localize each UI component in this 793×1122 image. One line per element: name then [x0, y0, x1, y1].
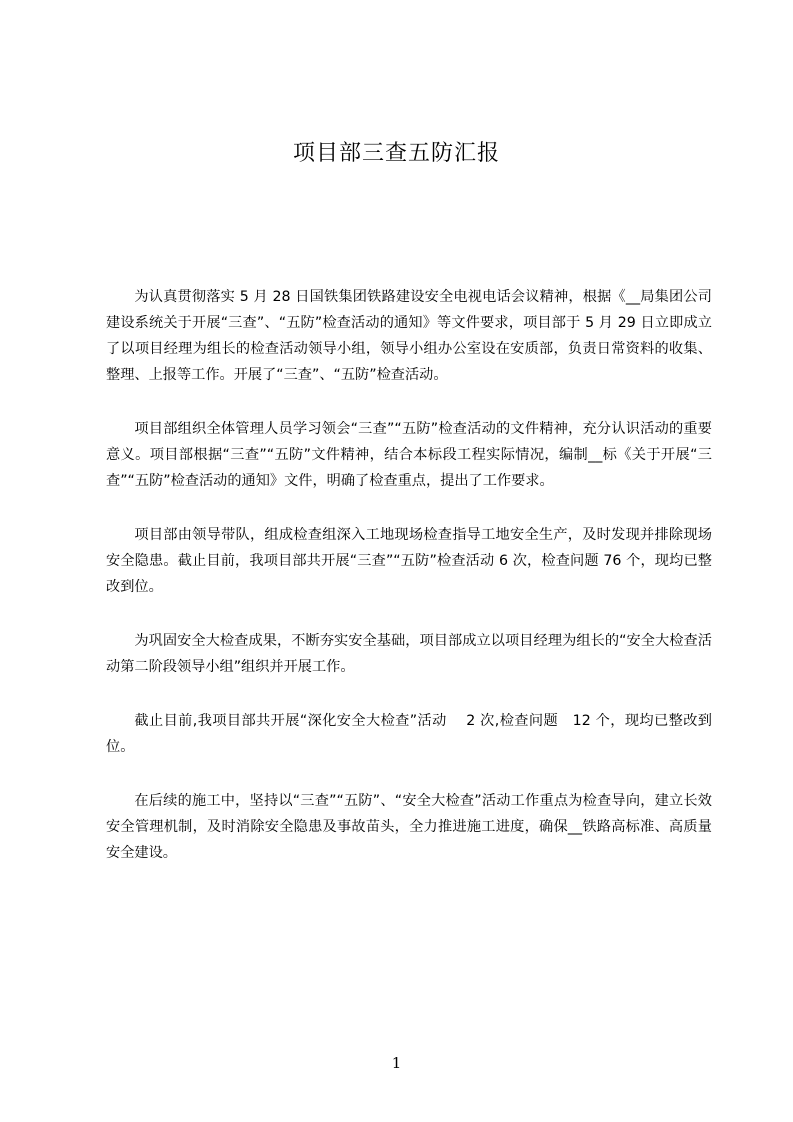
page-number: 1 — [391, 1054, 402, 1072]
paragraph-2: 项目部组织全体管理人员学习领会“三查”“五防”检查活动的文件精神，充分认识活动的重要意义。项目部根据“三查”“五防”文件精神，结合本标段工程实际情况，编制__标《关于开展“三查”“五防”检查活动的通知》文件，明确了检查重点，提出了工作要求。 — [106, 421, 712, 489]
document-title: 项目部三查五防汇报 — [292, 141, 500, 166]
paragraph-5: 截止目前,我项目部共开展“深化安全大检查”活动 2 次,检查问题 12 个，现均已整改到位。 — [106, 713, 712, 755]
paragraph-6: 在后续的施工中，坚持以“三查”“五防”、“安全大检查”活动工作重点为检查导向，建立长效安全管理机制，及时消除安全隐患及事故苗头，全力推进施工进度，确保__铁路高标准、高质量安全建设。 — [106, 793, 712, 861]
paragraph-1: 为认真贯彻落实 5 月 28 日国铁集团铁路建设安全电视电话会议精神，根据《__局集团公司建设系统关于开展“三查”、“五防”检查活动的通知》等文件要求，项目部于 5 月 29 日立即成立了以项目经理为组长的检查活动领导小组，领导小组办公室设在安质部，负责日常资料的收集、整理、上报等工作。开展了“三查”、“五防”检查活动。 — [106, 289, 712, 383]
paragraph-4: 为巩固安全大检查成果，不断夯实安全基础，项目部成立以项目经理为组长的“安全大检查活动第二阶段领导小组”组织并开展工作。 — [106, 633, 712, 675]
document-body — [106, 284, 712, 894]
paragraph-3: 项目部由领导带队，组成检查组深入工地现场检查指导工地安全生产，及时发现并排除现场安全隐患。截止目前，我项目部共开展“三查”“五防”检查活动 6 次，检查问题 76 个，现均已整改到位。 — [106, 527, 712, 595]
